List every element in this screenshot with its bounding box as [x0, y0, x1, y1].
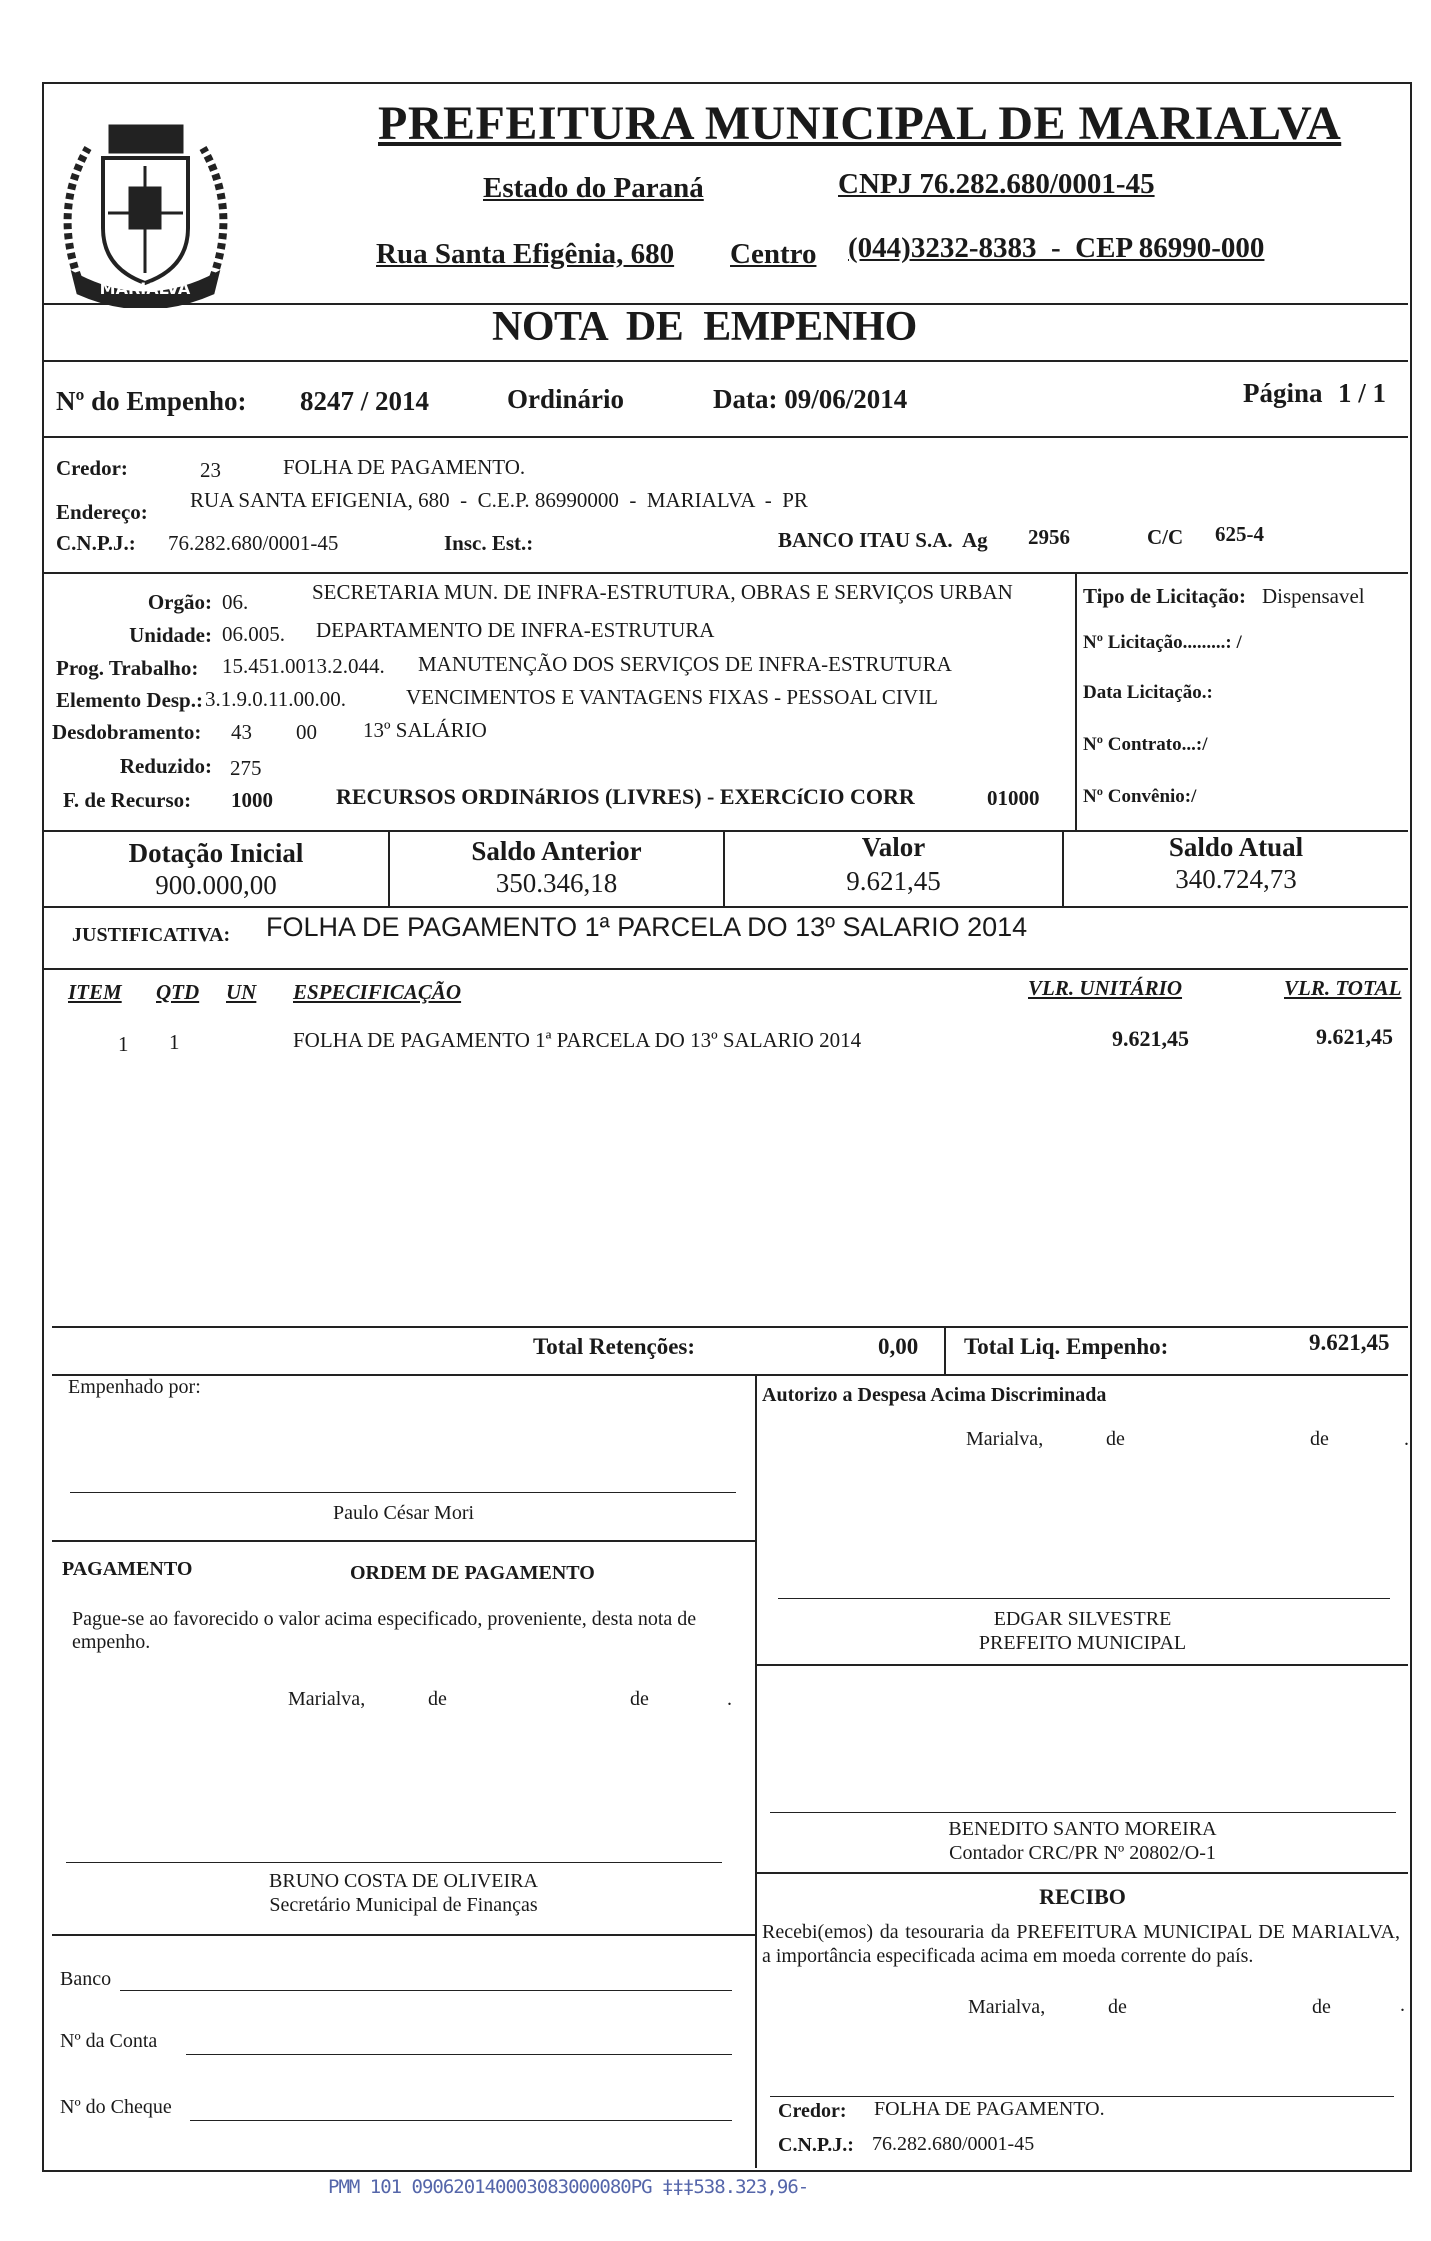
prog-label: Prog. Trabalho: — [56, 656, 199, 680]
col-item: ITEM — [68, 980, 122, 1004]
endereco-label: Endereço: — [56, 500, 148, 524]
orgao-code: 06. — [222, 590, 249, 614]
bank-name: BANCO ITAU S.A. Ag — [778, 528, 988, 552]
col-qtd: QTD — [156, 980, 200, 1004]
empenhado-name: Paulo César Mori — [332, 1502, 475, 1524]
row-qtd: 1 — [169, 1030, 180, 1054]
desd-code1: 43 — [231, 720, 252, 744]
reduzido-label: Reduzido: — [119, 754, 212, 778]
unidade-code: 06.005. — [222, 622, 285, 646]
prefeito-name: EDGAR SILVESTRE — [993, 1608, 1172, 1630]
seal-text: MARIALVA — [99, 279, 191, 298]
dotacao-value: 900.000,00 — [155, 870, 277, 900]
contador-role: Contador CRC/PR Nº 20802/O-1 — [949, 1842, 1216, 1864]
ret-value: 0,00 — [878, 1334, 919, 1359]
ret-label: Total Retenções: — [533, 1334, 696, 1359]
ordem-pagamento-label: ORDEM DE PAGAMENTO — [350, 1562, 595, 1584]
table-row — [44, 1024, 1406, 1064]
insc-label: Insc. Est.: — [444, 531, 534, 555]
bank-agency: 2956 — [1028, 525, 1070, 549]
cheque-label: Nº do Cheque — [60, 2096, 172, 2118]
recibo-de1: de — [1108, 1996, 1127, 2018]
empenho-label: Nº do Empenho: — [56, 386, 247, 416]
cnpj-value: 76.282.680/0001-45 — [168, 531, 339, 555]
tipo-licitacao-label: Tipo de Licitação: — [1083, 584, 1246, 608]
orgao-value: SECRETARIA MUN. DE INFRA-ESTRUTURA, OBRAS E SERVIÇOS URBAN — [312, 580, 1013, 604]
cnpj-label: C.N.P.J.: — [56, 531, 136, 555]
recibo-credor: FOLHA DE PAGAMENTO. — [874, 2098, 1105, 2120]
row-unit: 9.621,45 — [1112, 1026, 1189, 1051]
autorizo-de1: de — [1106, 1428, 1125, 1450]
pagamento-de1: de — [428, 1688, 447, 1710]
doc-title: NOTA DE EMPENHO — [492, 304, 917, 350]
elem-value: VENCIMENTOS E VANTAGENS FIXAS - PESSOAL CIVIL — [406, 685, 938, 709]
pagamento-place: Marialva, — [288, 1688, 366, 1710]
pagamento-text: Pague-se ao favorecido o valor acima especificado, proveniente, desta nota de empenho. — [72, 1608, 697, 1653]
data-licitacao: Data Licitação.: — [1083, 682, 1213, 703]
prog-value: MANUTENÇÃO DOS SERVIÇOS DE INFRA-ESTRUTURA — [418, 652, 952, 676]
empenhado-label: Empenhado por: — [68, 1376, 201, 1398]
pagamento-de2: de — [630, 1688, 649, 1710]
autorizo-place: Marialva, — [966, 1428, 1044, 1450]
banco-field — [120, 1990, 732, 1991]
col-total: VLR. TOTAL — [1284, 976, 1402, 1000]
atual-value: 340.724,73 — [1175, 864, 1297, 894]
conta-label: Nº da Conta — [60, 2030, 158, 2052]
orgao-label: Orgão: — [147, 590, 212, 614]
col-spec: ESPECIFICAÇÃO — [293, 980, 462, 1004]
elem-label: Elemento Desp.: — [56, 688, 203, 712]
desd-code2: 00 — [296, 720, 317, 744]
liq-label: Total Liq. Empenho: — [964, 1334, 1169, 1359]
unidade-label: Unidade: — [129, 623, 212, 647]
recurso-code2: 01000 — [987, 786, 1040, 810]
page-label: Página — [1243, 378, 1323, 408]
row-spec: FOLHA DE PAGAMENTO 1ª PARCELA DO 13º SALARIO 2014 — [293, 1028, 862, 1052]
header-title: PREFEITURA MUNICIPAL DE MARIALVA — [378, 97, 1342, 150]
num-convenio: Nº Convênio:/ — [1083, 786, 1197, 807]
empenho-type: Ordinário — [507, 384, 625, 414]
cc-label: C/C — [1147, 525, 1184, 549]
recurso-label: F. de Recurso: — [63, 788, 192, 812]
recibo-cnpj-label: C.N.P.J.: — [778, 2134, 854, 2156]
secretario-role: Secretário Municipal de Finanças — [269, 1894, 538, 1916]
row-item: 1 — [118, 1032, 129, 1056]
header-state: Estado do Paraná — [483, 172, 704, 204]
autorizo-label: Autorizo a Despesa Acima Discriminada — [762, 1384, 1107, 1406]
num-licitacao: Nº Licitação.........: / — [1083, 632, 1242, 653]
col-un: UN — [226, 980, 257, 1004]
unidade-value: DEPARTAMENTO DE INFRA-ESTRUTURA — [316, 618, 715, 642]
recurso-code: 1000 — [231, 788, 273, 812]
header-cnpj: CNPJ 76.282.680/0001-45 — [838, 168, 1155, 200]
liq-value: 9.621,45 — [1309, 1330, 1390, 1355]
prog-code: 15.451.0013.2.044. — [222, 654, 385, 678]
header-district: Centro — [730, 238, 817, 270]
credor-code: 23 — [200, 458, 221, 482]
recurso-value: RECURSOS ORDINáRIOS (LIVRES) - EXERCíCIO CORR — [336, 784, 915, 809]
credor-label: Credor: — [56, 456, 128, 480]
contador-name: BENEDITO SANTO MOREIRA — [948, 1818, 1217, 1840]
recibo-text: Recebi(emos) da tesouraria da PREFEITURA MUNICIPAL DE MARIALVA, a importância especificada acima em moeda corrente do país. — [762, 1921, 1400, 1967]
header-address: Rua Santa Efigênia, 680 — [376, 238, 675, 270]
banco-label: Banco — [60, 1968, 112, 1990]
header-phone-cep: (044)3232-8383 - CEP 86990-000 — [848, 232, 1265, 264]
row-total: 9.621,45 — [1316, 1024, 1393, 1049]
elem-code: 3.1.9.0.11.00.00. — [205, 687, 346, 711]
empenho-number: 8247 / 2014 — [300, 386, 430, 416]
valor-label: Valor — [861, 832, 926, 862]
col-unit: VLR. UNITÁRIO — [1028, 976, 1183, 1000]
cheque-field — [190, 2120, 732, 2121]
endereco-value: RUA SANTA EFIGENIA, 680 - C.E.P. 86990000 - MARIALVA - PR — [190, 488, 808, 512]
secretario-name: BRUNO COSTA DE OLIVEIRA — [269, 1870, 538, 1892]
recibo-title: RECIBO — [1039, 1884, 1126, 1909]
pagamento-label: PAGAMENTO — [62, 1558, 193, 1580]
conta-field — [186, 2054, 732, 2055]
desd-value: 13º SALÁRIO — [363, 718, 487, 742]
recibo-cnpj: 76.282.680/0001-45 — [872, 2133, 1035, 2155]
anterior-label: Saldo Anterior — [471, 836, 642, 866]
atual-label: Saldo Atual — [1168, 832, 1304, 862]
anterior-value: 350.346,18 — [495, 868, 618, 898]
footer-code: PMM 101 090620140003083000080PG ‡‡‡538.323,96- — [328, 2176, 809, 2198]
recibo-de2: de — [1312, 1996, 1331, 2018]
empenho-date: Data: 09/06/2014 — [713, 384, 908, 414]
recibo-place: Marialva, — [968, 1996, 1046, 2018]
valor-value: 9.621,45 — [846, 866, 941, 896]
justificativa-text: FOLHA DE PAGAMENTO 1ª PARCELA DO 13º SALARIO 2014 — [266, 912, 1028, 942]
page-number: 1 / 1 — [1338, 378, 1387, 408]
num-contrato: Nº Contrato...:/ — [1083, 734, 1208, 755]
prefeito-role: PREFEITO MUNICIPAL — [978, 1632, 1187, 1654]
reduzido-value: 275 — [230, 756, 262, 780]
credor-name: FOLHA DE PAGAMENTO. — [283, 455, 526, 479]
justificativa-label: JUSTIFICATIVA: — [72, 924, 231, 946]
autorizo-de2: de — [1310, 1428, 1329, 1450]
dotacao-label: Dotação Inicial — [128, 838, 304, 868]
municipal-seal — [48, 108, 243, 308]
recibo-credor-label: Credor: — [778, 2100, 847, 2122]
tipo-licitacao-value: Dispensavel — [1262, 584, 1365, 608]
desd-label: Desdobramento: — [52, 720, 202, 744]
cc-value: 625-4 — [1215, 522, 1264, 546]
